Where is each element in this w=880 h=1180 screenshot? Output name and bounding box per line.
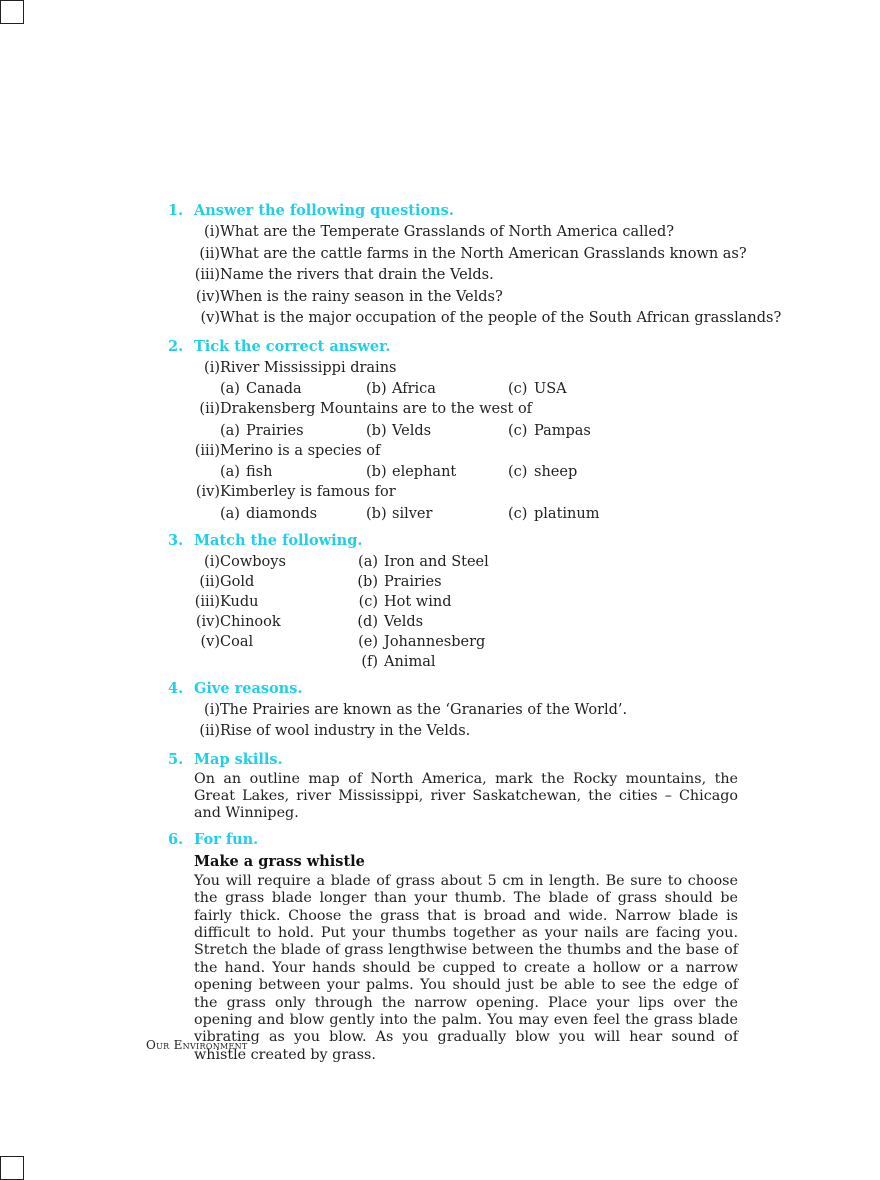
option-b[interactable] [366,462,456,482]
crop-mark-top [0,0,24,24]
question-line [140,482,750,504]
section-heading [140,749,750,771]
section-number: 4. [168,679,184,697]
option-label: (a) [220,422,240,439]
option-text: Canada [246,381,302,397]
section-heading [140,678,750,700]
section-title: Tick the correct answer. [194,337,391,355]
match-row [140,592,750,612]
options-row [140,421,750,441]
match-left-number: (i) [204,553,220,570]
section-number: 3. [168,531,184,549]
map-skills-paragraph: On an outline map of North America, mark the Rocky mountains, the Great Lakes, river Mississippi, river Saskatchewan, the cities – Chicago and Winnipeg. [194,770,738,822]
question-line [140,700,750,722]
match-right-text: Velds [384,613,424,630]
option-b[interactable] [366,379,436,399]
option-text: elephant [392,464,457,480]
option-label: (b) [366,422,387,439]
match-right-label: (b) [357,573,378,590]
option-c[interactable] [508,379,567,399]
section-5 [140,749,750,823]
section-1 [140,200,782,330]
match-right-text: Animal [384,653,436,670]
match-right-label: (c) [358,593,378,610]
grass-whistle-paragraph: You will require a blade of grass about 5 cm in length. Be sure to choose the grass blade longer than your thumb. The blade of grass should be fairly thick. Choose the grass that is broad and wide. Narrow blade is difficult to hold. Put your thumbs together as your nails are facing you. Stretch the blade of grass lengthwise between the thumbs and the base of the hand. Your hands should be cupped to create a hollow or a narrow opening between your palms. You should just be able to see the edge of the grass only through the narrow opening. Place your lips over the opening and blow gently into the palm. You may even feel the grass blade vibrating as you blow. As you gradually blow you will hear sound of whistle created by grass. [194,872,738,1063]
option-text: silver [392,505,433,522]
match-left-text: Kudu [220,593,259,610]
page-footer: Our Environment [146,1038,248,1052]
match-left-text: Chinook [220,613,281,630]
option-label: (c) [508,422,528,439]
option-text: USA [534,381,567,397]
question-text: Merino is a species of [220,442,381,459]
match-left-number: (iii) [194,593,220,610]
match-row [140,612,750,632]
option-label: (c) [508,381,528,397]
question-text: Rise of wool industry in the Velds. [220,723,471,739]
match-left-text: Gold [220,573,255,590]
section-number: 1. [168,202,184,219]
question-text: Drakensberg Mountains are to the west of [220,401,533,417]
match-right-label: (d) [357,613,378,630]
question-line [140,721,750,743]
options-row [140,379,750,399]
option-text: Prairies [246,422,304,439]
section-heading [140,530,750,552]
option-text: diamonds [246,505,318,522]
section-number: 2. [168,337,184,355]
question-number: (iii) [194,267,220,283]
option-text: fish [246,464,273,480]
question-number: (ii) [199,723,220,739]
match-row [140,552,750,572]
question-number: (v) [200,310,220,326]
match-left-number: (ii) [199,573,220,590]
match-left-text: Coal [220,633,254,650]
option-b[interactable] [366,504,432,524]
question-line [140,287,750,309]
question-line [140,308,782,330]
match-right-text: Prairies [384,573,442,590]
option-label: (b) [366,464,387,480]
section-6 [140,829,750,1064]
option-b[interactable] [366,421,431,441]
option-a[interactable] [220,504,317,524]
option-a[interactable] [220,462,272,482]
option-label: (a) [220,381,240,397]
option-text: Pampas [534,422,591,439]
option-c[interactable] [508,504,599,524]
section-title: For fun. [194,830,259,848]
section-number: 5. [168,750,184,768]
section-heading [140,829,750,851]
question-text: What are the Temperate Grasslands of North America called? [220,224,675,240]
options-row [140,504,750,524]
question-line [140,222,750,244]
match-row [140,652,750,672]
match-right-label: (e) [358,633,378,650]
question-text: The Prairies are known as the ‘Granaries of the World’. [220,701,628,718]
question-text: What is the major occupation of the people of the South African grasslands? [220,310,782,326]
question-number: (i) [204,701,220,718]
question-number: (i) [204,359,220,376]
option-label: (b) [366,505,387,522]
activity-title: Make a grass whistle [194,852,365,870]
match-row [140,632,750,652]
question-number: (iii) [194,442,220,459]
question-text: When is the rainy season in the Velds? [220,288,503,305]
option-text: Velds [392,422,432,439]
question-line [140,358,750,380]
section-heading [140,336,750,358]
question-line [140,399,750,421]
question-text: Name the rivers that drain the Velds. [220,267,494,283]
match-left-number: (v) [200,633,220,650]
option-c[interactable] [508,421,591,441]
question-number: (i) [204,224,220,240]
question-number: (iv) [195,484,220,500]
options-row [140,462,750,482]
question-text: River Mississippi drains [220,359,397,376]
match-row [140,572,750,592]
option-a[interactable] [220,421,304,441]
crop-mark-bottom [0,1156,24,1180]
section-title: Give reasons. [194,679,303,697]
option-a[interactable] [220,379,302,399]
section-number: 6. [168,830,184,848]
question-line [140,265,750,287]
option-label: (a) [220,464,240,480]
question-number: (ii) [199,401,220,417]
question-line [140,244,750,266]
option-label: (c) [508,505,528,522]
question-number: (iv) [195,288,220,305]
match-right-text: Hot wind [384,593,452,610]
match-right-label: (a) [358,553,378,570]
option-text: sheep [534,464,578,480]
section-2 [140,336,750,524]
match-left-text: Cowboys [220,553,286,570]
question-text: Kimberley is famous for [220,484,396,500]
section-title: Map skills. [194,750,283,768]
option-c[interactable] [508,462,577,482]
section-3 [140,530,750,672]
question-number: (ii) [199,245,220,262]
page-content [140,200,782,1070]
question-text: What are the cattle farms in the North American Grasslands known as? [220,245,747,262]
section-title: Answer the following questions. [194,202,454,219]
option-label: (a) [220,505,240,522]
match-right-text: Iron and Steel [384,553,489,570]
section-title: Match the following. [194,531,363,549]
question-line [140,441,750,463]
option-text: Africa [392,381,436,397]
match-right-text: Johannesberg [384,633,486,650]
option-label: (b) [366,381,387,397]
match-right-label: (f) [361,653,378,670]
section-4 [140,678,750,743]
match-left-number: (iv) [195,613,220,630]
section-heading [140,200,750,222]
option-text: platinum [534,505,600,522]
option-label: (c) [508,464,528,480]
